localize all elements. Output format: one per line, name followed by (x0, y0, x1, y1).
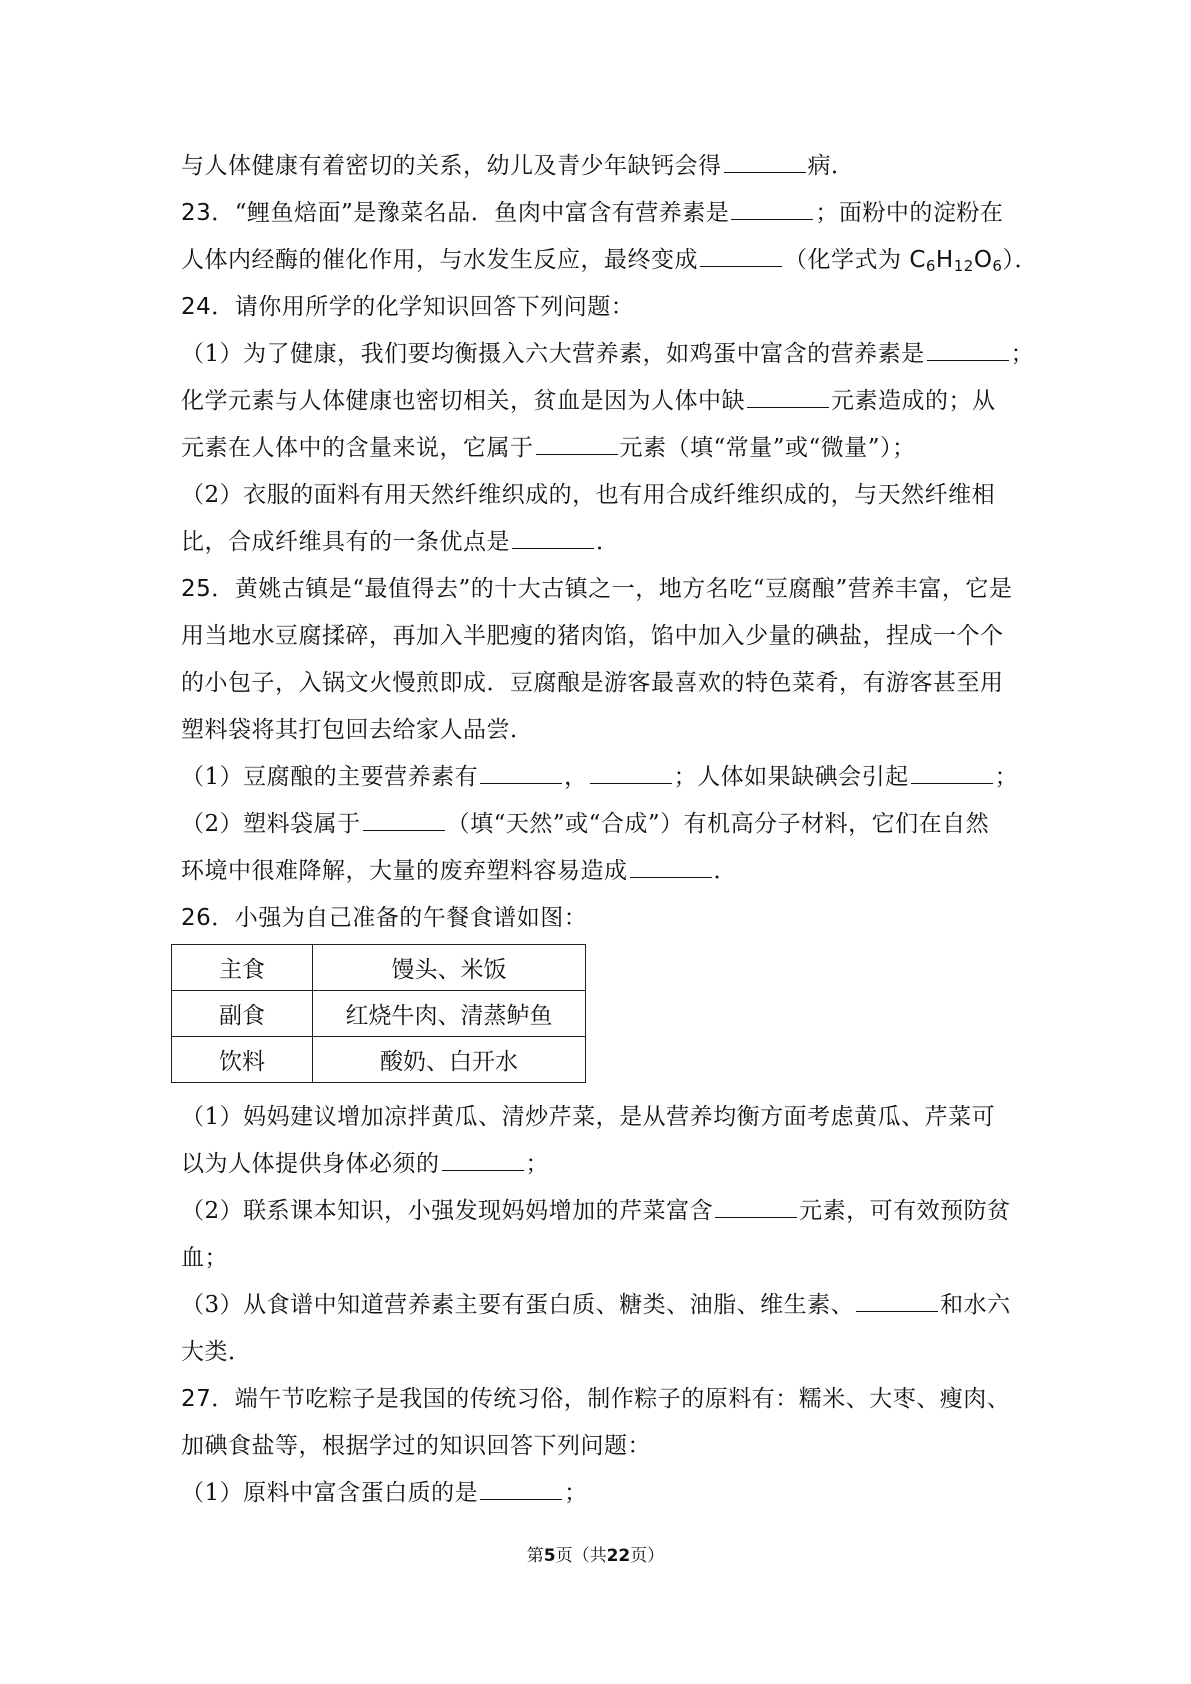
text-segment: 与人体健康有着密切的关系，幼儿及青少年缺钙会得 (181, 153, 722, 179)
text-segment: 化学元素与人体健康也密切相关，贫血是因为人体中缺 (181, 388, 745, 414)
text-line (181, 660, 1021, 707)
answer-blank[interactable] (363, 810, 445, 831)
answer-blank[interactable] (630, 857, 712, 878)
text-segment: 加碘食盐等，根据学过的知识回答下列问题： (181, 1433, 651, 1459)
text-line (181, 1188, 1021, 1235)
text-segment: ； (564, 1480, 588, 1506)
text-segment: （1）为了健康，我们要均衡摄入六大营养素，如鸡蛋中富含的营养素是 (181, 341, 925, 367)
text-segment: 以为人体提供身体必须的 (181, 1151, 440, 1177)
text-segment: 环境中很难降解，大量的废弃塑料容易造成 (181, 858, 628, 884)
answer-blank[interactable] (911, 763, 993, 784)
text-segment: （3）从食谱中知道营养素主要有蛋白质、糖类、油脂、维生素、 (181, 1292, 855, 1318)
menu-items-cell: 红烧牛肉、清蒸鲈鱼 (313, 991, 586, 1037)
text-segment: （1）原料中富含蛋白质的是 (181, 1480, 479, 1506)
text-line (181, 1094, 1021, 1141)
menu-category-cell: 饮料 (172, 1037, 313, 1083)
menu-items-cell: 酸奶、白开水 (313, 1037, 586, 1083)
text-line (181, 425, 1021, 472)
text-segment: ， (564, 764, 588, 790)
text-segment: ；人体如果缺碘会引起 (673, 764, 909, 790)
text-segment: 血； (181, 1245, 228, 1271)
text-line (181, 1141, 1021, 1188)
question-number: 25 (181, 576, 212, 602)
text-line (181, 190, 1021, 237)
text-segment: 24．请你用所学的化学知识回答下列问题： (181, 294, 635, 320)
table-row (172, 991, 586, 1037)
text-line (181, 895, 1021, 942)
text-segment: 元素造成的；从 (831, 388, 996, 414)
text-segment: 25．黄姚古镇是“最值得去”的十大古镇之一，地方名吃“豆腐酿”营养丰富，它是 (181, 576, 1013, 602)
lunch-menu-table (171, 944, 586, 1083)
text-segment: ；面粉中的淀粉在 (815, 200, 1004, 226)
footer-prefix: 第 (526, 1546, 544, 1566)
text-block-top (181, 143, 1038, 942)
text-line (181, 284, 1021, 331)
text-segment: 人体内经酶的催化作用，与水发生反应，最终变成 (181, 247, 698, 273)
text-segment: 的小包子，入锅文火慢煎即成．豆腐酿是游客最喜欢的特色菜肴，有游客甚至用 (181, 670, 1004, 696)
text-segment: ． (596, 529, 620, 555)
text-segment: （化学式为 $C_6H_{12}O_6$）． (784, 247, 1038, 275)
text-line (181, 1376, 1021, 1423)
answer-blank[interactable] (512, 528, 594, 549)
answer-blank[interactable] (700, 246, 782, 267)
page-footer (0, 1541, 1191, 1566)
text-line (181, 472, 1021, 519)
text-segment: 27．端午节吃粽子是我国的传统习俗，制作粽子的原料有：糯米、大枣、瘦肉、 (181, 1386, 1011, 1412)
menu-category-cell: 副食 (172, 991, 313, 1037)
answer-blank[interactable] (927, 340, 1009, 361)
footer-suffix: 页） (630, 1546, 665, 1566)
text-line (181, 1329, 1021, 1376)
page-content (181, 143, 1038, 1517)
text-line (181, 237, 1038, 284)
menu-table-wrap (181, 942, 1021, 1094)
answer-blank[interactable] (480, 1479, 562, 1500)
text-line (181, 801, 1021, 848)
text-line (181, 1282, 1021, 1329)
answer-blank[interactable] (442, 1150, 524, 1171)
text-line (181, 566, 1021, 613)
text-line (181, 848, 1021, 895)
text-segment: 元素在人体中的含量来说，它属于 (181, 435, 534, 461)
text-segment: 大类． (181, 1339, 252, 1365)
text-segment: ； (994, 764, 1019, 790)
text-line (181, 1470, 1021, 1517)
question-number: 27 (181, 1386, 212, 1412)
text-line (181, 143, 1021, 190)
answer-blank[interactable] (724, 152, 806, 173)
footer-mid: 页（共 (555, 1546, 607, 1566)
answer-blank[interactable] (856, 1291, 938, 1312)
text-segment: （2）联系课本知识，小强发现妈妈增加的芹菜富含 (181, 1198, 714, 1224)
answer-blank[interactable] (715, 1197, 797, 1218)
text-block-bottom (181, 1094, 1021, 1517)
text-segment: ； (525, 1151, 549, 1177)
text-segment: （1）豆腐酿的主要营养素有 (181, 764, 479, 790)
answer-blank[interactable] (731, 199, 813, 220)
text-segment: （填“天然”或“合成”）有机高分子材料，它们在自然 (446, 811, 990, 837)
menu-items-cell: 馒头、米饭 (313, 945, 586, 991)
text-segment: 和水六 (940, 1292, 1011, 1318)
text-segment: 23．“鲤鱼焙面”是豫菜名品．鱼肉中富含有营养素是 (181, 200, 730, 226)
text-line (181, 754, 1021, 801)
question-number: 24 (181, 294, 212, 320)
text-line (181, 1423, 1021, 1470)
question-number: 23 (181, 200, 212, 226)
text-segment: （2）塑料袋属于 (181, 811, 361, 837)
text-line (181, 613, 1021, 660)
text-line (181, 331, 1035, 378)
table-row (172, 945, 586, 991)
footer-page-number: 5 (543, 1546, 556, 1566)
footer-total-pages: 22 (606, 1546, 631, 1566)
text-segment: 比，合成纤维具有的一条优点是 (181, 529, 510, 555)
text-line (181, 378, 1021, 425)
answer-blank[interactable] (536, 434, 618, 455)
text-segment: 用当地水豆腐揉碎，再加入半肥瘦的猪肉馅，馅中加入少量的碘盐，捏成一个个 (181, 623, 1004, 649)
chemical-formula: $C_6H_{12}O_6$ (909, 247, 1003, 275)
text-line (181, 707, 1021, 754)
text-line (181, 519, 1021, 566)
text-segment: 塑料袋将其打包回去给家人品尝． (181, 717, 534, 743)
question-number: 26 (181, 905, 212, 931)
answer-blank[interactable] (590, 763, 672, 784)
text-segment: 元素（填“常量”或“微量”）； (619, 435, 916, 461)
text-segment: ． (713, 858, 737, 884)
text-line (181, 1235, 1021, 1282)
text-segment: （2）衣服的面料有用天然纤维织成的，也有用合成纤维织成的，与天然纤维相 (181, 482, 996, 508)
answer-blank[interactable] (747, 387, 829, 408)
menu-category-cell: 主食 (172, 945, 313, 991)
text-segment: 病． (807, 153, 855, 179)
text-segment: （1）妈妈建议增加凉拌黄瓜、清炒芹菜，是从营养均衡方面考虑黄瓜、芹菜可 (181, 1104, 996, 1130)
answer-blank[interactable] (480, 763, 562, 784)
text-segment: 元素，可有效预防贫 (799, 1198, 1011, 1224)
text-segment: 26．小强为自己准备的午餐食谱如图： (181, 905, 588, 931)
text-segment: ； (1010, 341, 1035, 367)
table-row (172, 1037, 586, 1083)
